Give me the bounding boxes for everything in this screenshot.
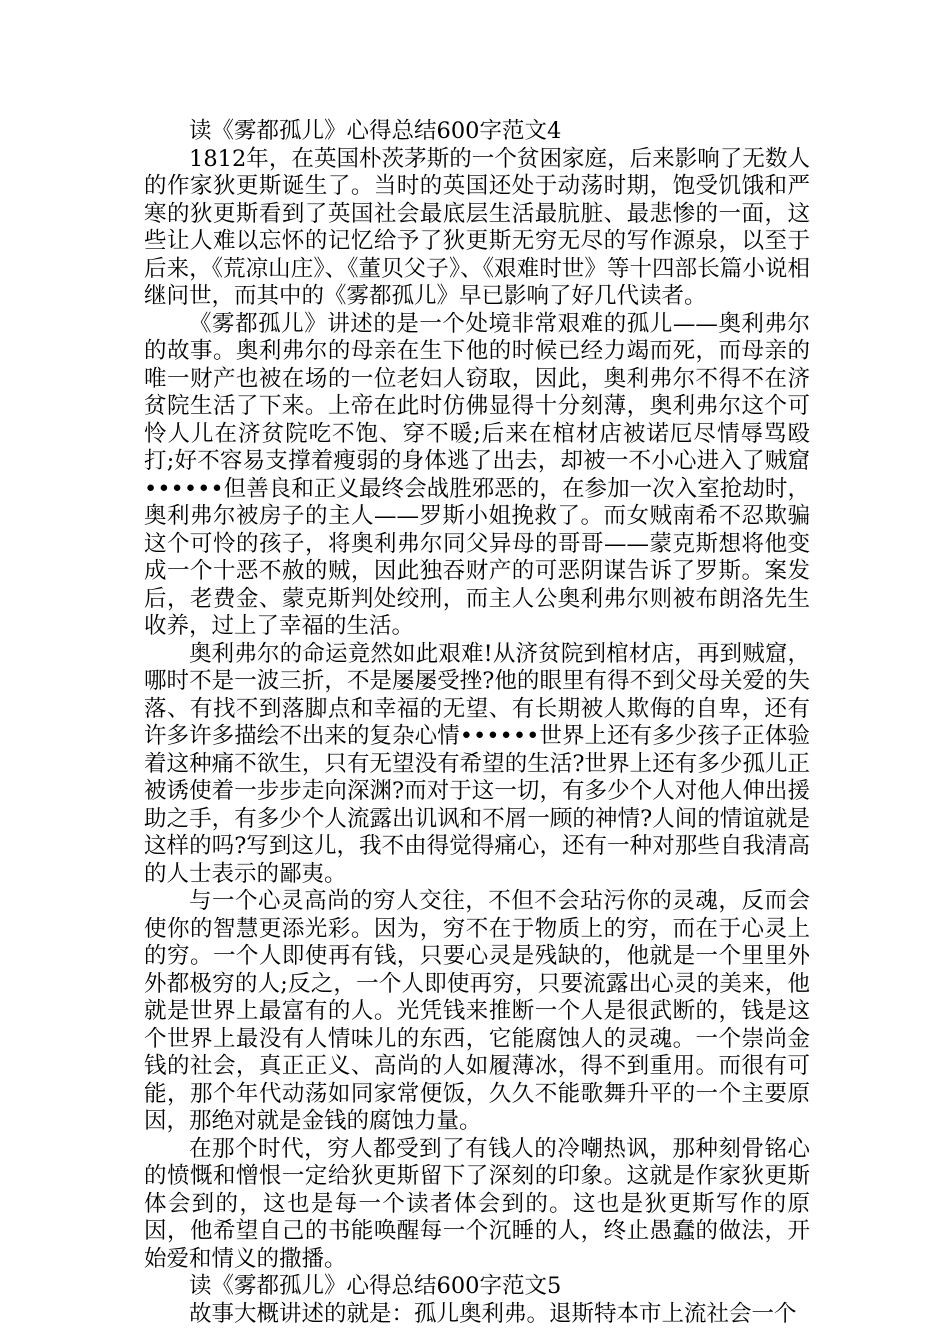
paragraph: 1812年，在英国朴茨茅斯的一个贫困家庭，后来影响了无数人的作家狄更斯诞生了。当时的英国还处于动荡时期，饱受饥饿和严寒的狄更斯看到了英国社会最底层生活最肮脏、最悲惨的一面，这些让人难以忘怀的记忆给予了狄更斯无穷无尽的写作源泉，以至于后来，《荒凉山庄》、《董贝父子》、《艰难时世》等十四部长篇小说相继问世，而其中的《雾都孤儿》早已影响了好几代读者。 xyxy=(144,145,810,309)
paragraph: 奥利弗尔的命运竟然如此艰难!从济贫院到棺材店，再到贼窟，哪时不是一波三折，不是屡屡受挫?他的眼里有得不到父母关爱的失落、有找不到落脚点和幸福的无望、有长期被人欺侮的自卑，还有许多许多描绘不出来的复杂心情••••••世界上还有多少孩子正体验着这种痛不欲生，只有无望没有希望的生活?世界上还有多少孤儿正被诱使着一步步走向深渊?而对于这一切，有多少个人对他人伸出援助之手，有多少个人流露出讥讽和不屑一顾的神情?人间的情谊就是这样的吗?写到这儿，我不由得觉得痛心，还有一种对那些自我清高的人士表示的鄙夷。 xyxy=(144,640,810,887)
paragraph: 故事大概讲述的就是：孤儿奥利弗。退斯特本市上流社会一个 xyxy=(189,1300,797,1327)
paragraph: 在那个时代，穷人都受到了有钱人的冷嘲热讽，那种刻骨铭心的愤慨和憎恨一定给狄更斯留下了深刻的印象。这就是作家狄更斯体会到的，这也是每一个读者体会到的。这也是狄更斯写作的原因，他希望自己的书能唤醒每一个沉睡的人，终止愚蠢的做法，开始爱和情义的撒播。 xyxy=(144,1135,810,1272)
paragraph: 与一个心灵高尚的穷人交往，不但不会玷污你的灵魂，反而会使你的智慧更添光彩。因为，穷不在于物质上的穷，而在于心灵上的穷。一个人即使再有钱，只要心灵是残缺的，他就是一个里里外外都极穷的人;反之，一个人即使再穷，只要流露出心灵的美来，他就是世界上最富有的人。光凭钱来推断一个人是很武断的，钱是这个世界上最没有人情味儿的东西，它能腐蚀人的灵魂。一个崇尚金钱的社会，真正正义、高尚的人如履薄冰，得不到重用。而很有可能，那个年代动荡如同家常便饭，久久不能歌舞升平的一个主要原因，那绝对就是金钱的腐蚀力量。 xyxy=(144,888,810,1134)
section-heading-5: 读《雾都孤儿》心得总结600字范文5 xyxy=(189,1273,562,1299)
paragraph: 《雾都孤儿》讲述的是一个处境非常艰难的孤儿——奥利弗尔的故事。奥利弗尔的母亲在生下他的时候已经力竭而死，而母亲的唯一财产也被在场的一位老妇人窃取，因此，奥利弗尔不得不在济贫院生活了下来。上帝在此时仿佛显得十分刻薄，奥利弗尔这个可怜人儿在济贫院吃不饱、穿不暖;后来在棺材店被诺厄尽情辱骂殴打;好不容易支撑着瘦弱的身体逃了出去，却被一不小心进入了贼窟••••••但善良和正义最终会战胜邪恶的，在参加一次入室抢劫时，奥利弗尔被房子的主人——罗斯小姐挽救了。而女贼南希不忍欺骗这个可怜的孩子，将奥利弗尔同父异母的哥哥——蒙克斯想将他变成一个十恶不赦的贼，因此独吞财产的可恶阴谋告诉了罗斯。案发后，老费金、蒙克斯判处绞刑，而主人公奥利弗尔则被布朗洛先生收养，过上了幸福的生活。 xyxy=(144,310,810,639)
section-heading-4: 读《雾都孤儿》心得总结600字范文4 xyxy=(189,118,562,144)
document-body xyxy=(144,118,810,1328)
